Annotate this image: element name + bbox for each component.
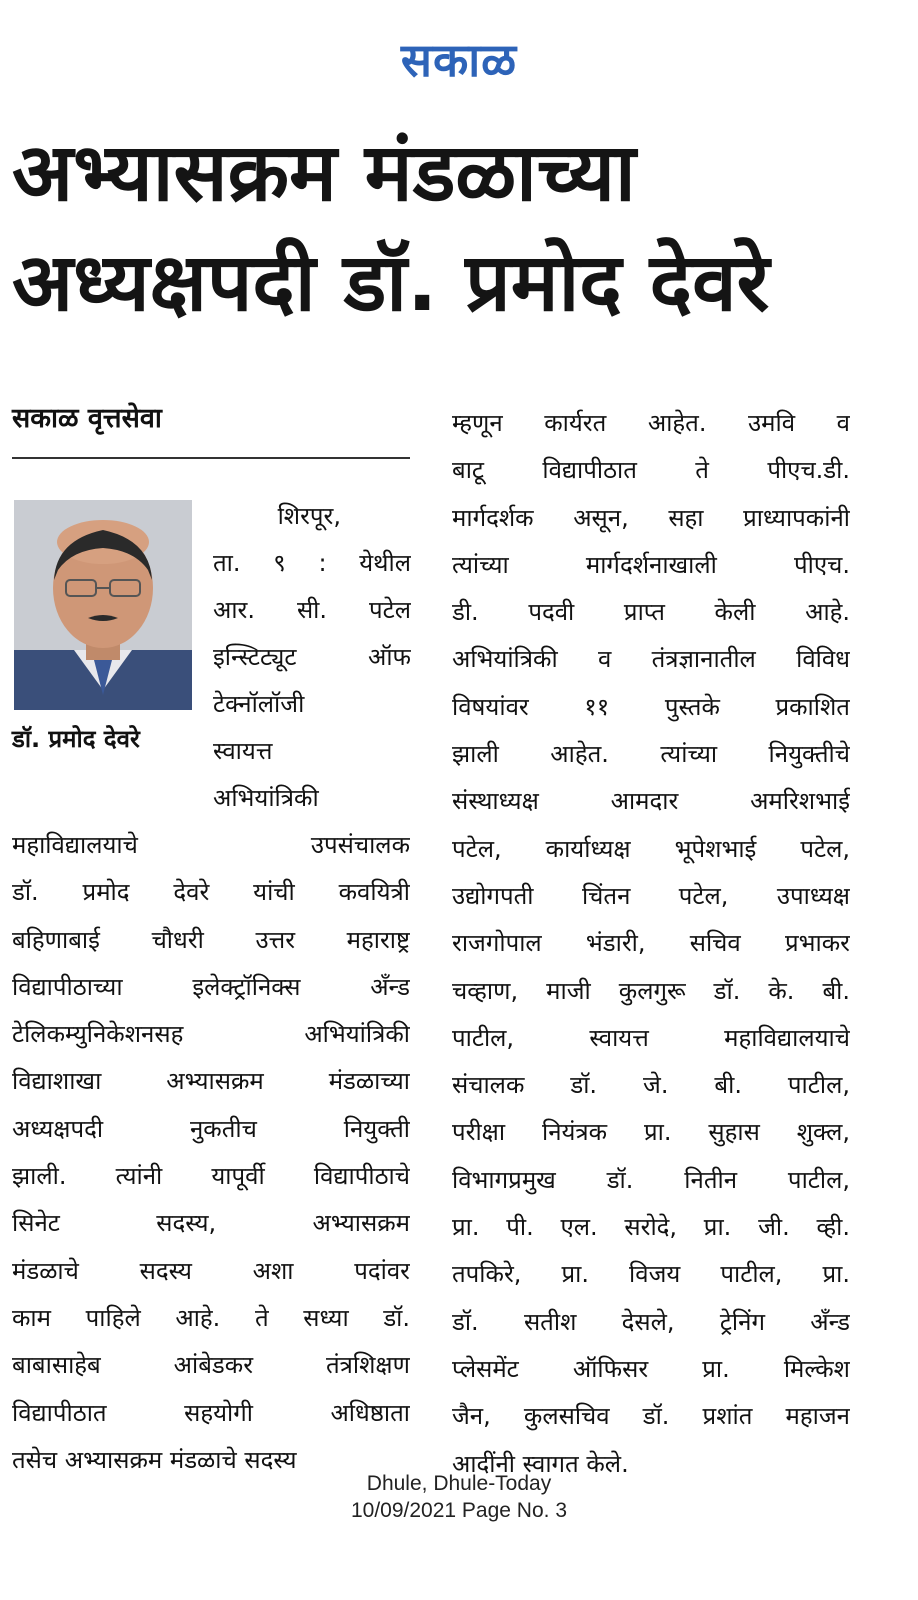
text-line: परीक्षा नियंत्रक प्रा. सुहास शुक्ल, — [452, 1118, 850, 1147]
text-line: डॉ. सतीश देसले, ट्रेनिंग अँन्ड — [452, 1307, 850, 1336]
text-line: मंडळाचे सदस्य अशा पदांवर — [12, 1256, 410, 1285]
text-line: मार्गदर्शक असून, सहा प्राध्यापकांनी — [452, 503, 850, 532]
text-line: काम पाहिले आहे. ते सध्या डॉ. — [12, 1303, 410, 1332]
text-line: अभियांत्रिकी व तंत्रज्ञानातील विविध — [452, 645, 850, 674]
portrait-image — [14, 500, 192, 710]
text-line: टेलिकम्युनिकेशनसह अभियांत्रिकी — [12, 1020, 410, 1049]
text-line: सिनेट सदस्य, अभ्यासक्रम — [12, 1209, 410, 1238]
text-line: विद्यापीठाच्या इलेक्ट्रॉनिक्स अँन्ड — [12, 972, 410, 1001]
footer-date-page: 10/09/2021 Page No. 3 — [350, 1499, 567, 1522]
text-line: झाली आहेत. त्यांच्या नियुक्तीचे — [452, 740, 850, 769]
article-column-left — [12, 822, 410, 1484]
headline-line-1: अभ्यासक्रम मंडळाच्या — [12, 126, 636, 219]
intro-line: आर. सी. पटेल — [213, 596, 411, 624]
headline-line-2: अध्यक्षपदी डॉ. प्रमोद देवरे — [12, 236, 770, 329]
intro-line: स्वायत्त — [213, 737, 273, 765]
intro-line: ता. ९ : येथील — [213, 549, 411, 577]
text-line: त्यांच्या मार्गदर्शनाखाली पीएच. — [452, 550, 850, 579]
headline — [12, 118, 902, 338]
text-line: बहिणाबाई चौधरी उत्तर महाराष्ट्र — [12, 925, 410, 954]
photo-caption: डॉ. प्रमोद देवरे — [12, 725, 140, 753]
text-line: बाटू विद्यापीठात ते पीएच.डी. — [452, 456, 850, 485]
intro-line: अभियांत्रिकी — [213, 784, 319, 812]
intro-line: टेक्नॉलॉजी — [213, 690, 305, 718]
text-line: प्रा. पी. एल. सरोदे, प्रा. जी. व्ही. — [452, 1213, 850, 1242]
text-line: विषयांवर ११ पुस्तके प्रकाशित — [452, 692, 850, 721]
text-line: प्लेसमेंट ऑफिसर प्रा. मिल्केश — [452, 1354, 850, 1383]
byline-block — [12, 400, 412, 438]
text-line: पाटील, स्वायत्त महाविद्यालयाचे — [452, 1023, 850, 1052]
article-intro — [213, 493, 411, 822]
author-photo — [14, 500, 192, 710]
text-line: महाविद्यालयाचे उपसंचालक — [12, 831, 410, 859]
footer-edition: Dhule, Dhule-Today — [366, 1472, 552, 1495]
text-line: डी. पदवी प्राप्त केली आहे. — [452, 598, 850, 627]
text-line: पटेल, कार्याध्यक्ष भूपेशभाई पटेल, — [452, 834, 850, 863]
text-line: तपकिरे, प्रा. विजय पाटील, प्रा. — [452, 1260, 850, 1289]
text-line: चव्हाण, माजी कुलगुरू डॉ. के. बी. — [452, 976, 850, 1005]
text-line: म्हणून कार्यरत आहेत. उमवि व — [452, 409, 850, 437]
intro-line: शिरपूर, — [277, 502, 341, 530]
text-line: अध्यक्षपदी नुकतीच नियुक्ती — [12, 1114, 410, 1143]
masthead — [0, 28, 918, 90]
article-column-right — [452, 400, 850, 1488]
byline-divider — [12, 457, 410, 459]
text-line: बाबासाहेब आंबेडकर तंत्रशिक्षण — [12, 1351, 410, 1380]
text-line: विद्यापीठात सहयोगी अधिष्ठाता — [12, 1398, 410, 1427]
intro-line: इन्स्टिट्यूट ऑफ — [213, 643, 411, 671]
text-line: डॉ. प्रमोद देवरे यांची कवयित्री — [12, 878, 410, 907]
text-line: संस्थाध्यक्ष आमदार अमरिशभाई — [452, 787, 850, 816]
text-line: आदींनी स्वागत केले. — [452, 1449, 629, 1478]
text-line: जैन, कुलसचिव डॉ. प्रशांत महाजन — [452, 1402, 850, 1431]
text-line: उद्योगपती चिंतन पटेल, उपाध्यक्ष — [452, 881, 850, 910]
text-line: विद्याशाखा अभ्यासक्रम मंडळाच्या — [12, 1067, 410, 1096]
text-line: राजगोपाल भंडारी, सचिव प्रभाकर — [452, 929, 850, 958]
text-line: संचालक डॉ. जे. बी. पाटील, — [452, 1071, 850, 1100]
page-footer — [0, 1470, 918, 1524]
text-line: विभागप्रमुख डॉ. नितीन पाटील, — [452, 1165, 850, 1194]
text-line: झाली. त्यांनी यापूर्वी विद्यापीठाचे — [12, 1162, 410, 1191]
text-line: तसेच अभ्यासक्रम मंडळाचे सदस्य — [12, 1445, 297, 1474]
newspaper-logo: सकाळ — [400, 33, 518, 87]
byline: सकाळ वृत्तसेवा — [12, 403, 162, 434]
